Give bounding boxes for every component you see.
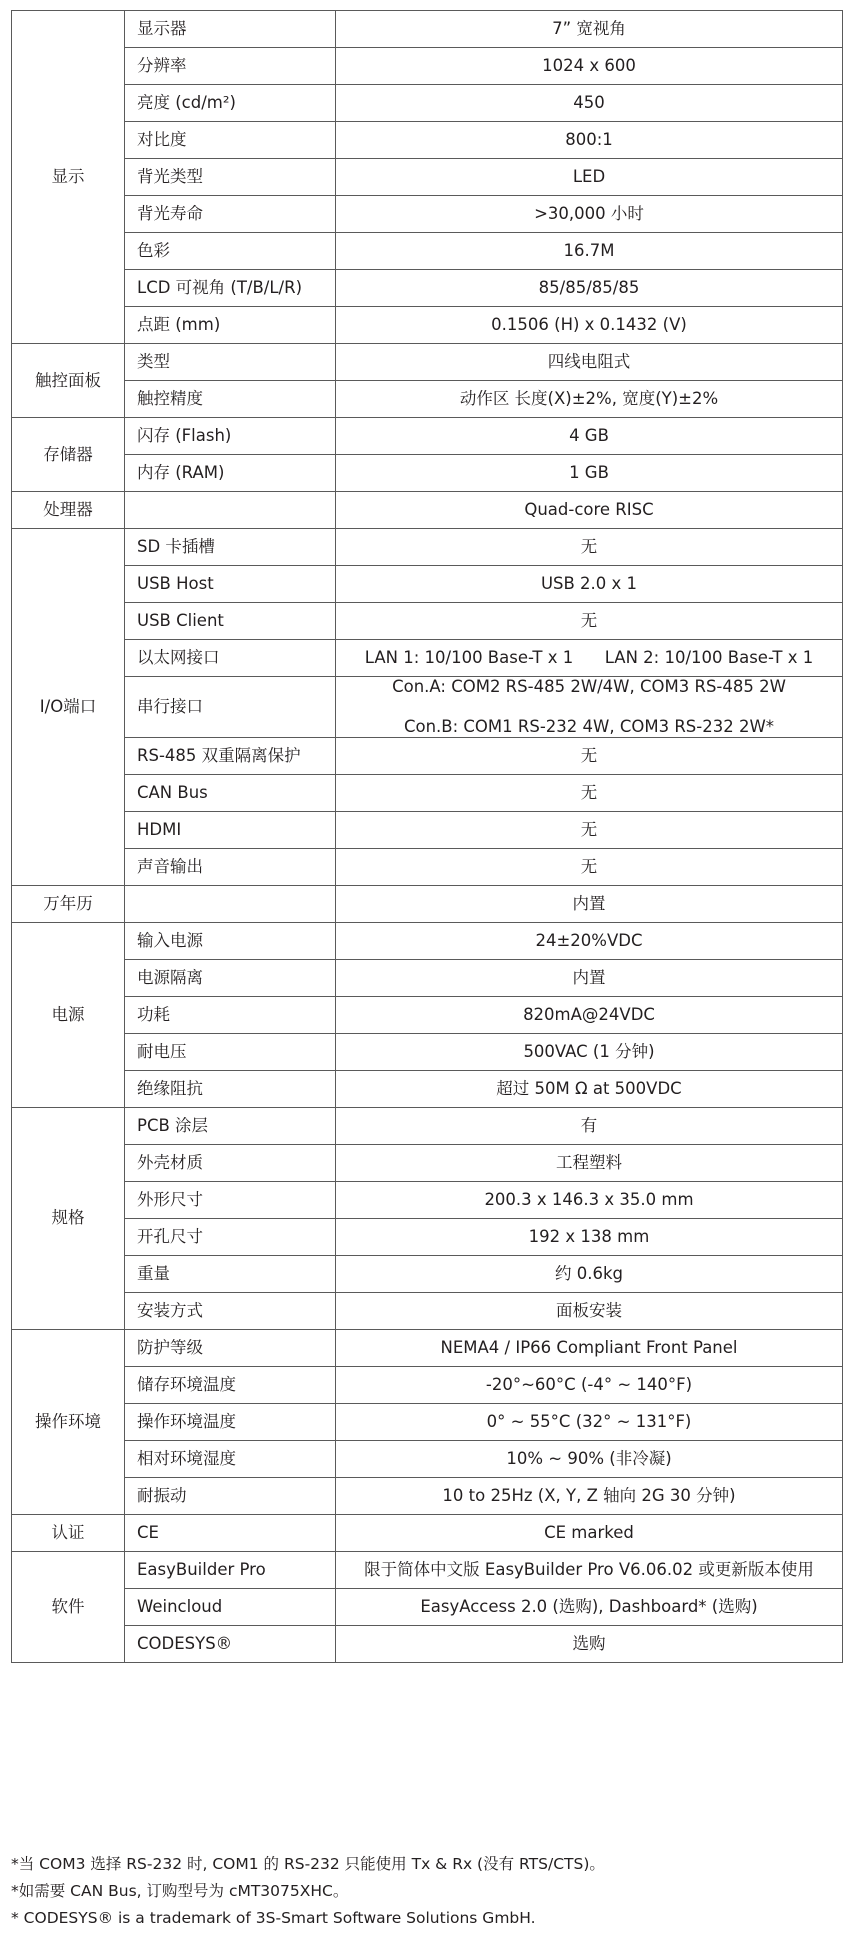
table-row	[12, 270, 843, 307]
table-row	[12, 233, 843, 270]
label-cell: 内存 (RAM)	[125, 455, 336, 492]
value-cell: 内置	[336, 885, 843, 922]
label-cell: 点距 (mm)	[125, 307, 336, 344]
table-row	[12, 455, 843, 492]
label-cell: LCD 可视角 (T/B/L/R)	[125, 270, 336, 307]
value-cell: 1 GB	[336, 455, 843, 492]
value-cell: 800:1	[336, 122, 843, 159]
label-cell: 色彩	[125, 233, 336, 270]
label-cell: 触控精度	[125, 381, 336, 418]
category-cell: 软件	[12, 1551, 125, 1662]
value-cell: 10 to 25Hz (X, Y, Z 轴向 2G 30 分钟)	[336, 1477, 843, 1514]
value-cell: EasyAccess 2.0 (选购), Dashboard* (选购)	[336, 1588, 843, 1625]
label-cell: 背光类型	[125, 159, 336, 196]
table-row	[12, 811, 843, 848]
label-cell: 外壳材质	[125, 1144, 336, 1181]
value-cell: 工程塑料	[336, 1144, 843, 1181]
label-cell: 类型	[125, 344, 336, 381]
table-row	[12, 1255, 843, 1292]
category-cell: 触控面板	[12, 344, 125, 418]
label-cell: CAN Bus	[125, 774, 336, 811]
value-cell: 限于简体中文版 EasyBuilder Pro V6.06.02 或更新版本使用	[336, 1551, 843, 1588]
value-cell	[336, 677, 843, 738]
table-row	[12, 196, 843, 233]
label-cell: 功耗	[125, 996, 336, 1033]
table-row	[12, 1440, 843, 1477]
value-cell: 面板安装	[336, 1292, 843, 1329]
value-cell: LED	[336, 159, 843, 196]
value-cell: Quad-core RISC	[336, 492, 843, 529]
label-cell: 声音输出	[125, 848, 336, 885]
table-row	[12, 1551, 843, 1588]
value-cell: 4 GB	[336, 418, 843, 455]
spec-table-body	[12, 11, 843, 1663]
label-cell: 操作环境温度	[125, 1403, 336, 1440]
value-cell: 无	[336, 774, 843, 811]
category-cell: 显示	[12, 11, 125, 344]
label-cell: PCB 涂层	[125, 1107, 336, 1144]
table-row	[12, 344, 843, 381]
label-cell: CE	[125, 1514, 336, 1551]
value-cell: 四线电阻式	[336, 344, 843, 381]
category-cell: 处理器	[12, 492, 125, 529]
value-cell: 无	[336, 848, 843, 885]
table-row	[12, 1477, 843, 1514]
table-row	[12, 1070, 843, 1107]
spec-table	[11, 10, 843, 1663]
footnote: * CODESYS® is a trademark of 3S-Smart Software Solutions GmbH.	[11, 1909, 536, 1927]
label-cell	[125, 492, 336, 529]
value-cell: 无	[336, 811, 843, 848]
value-cell: 动作区 长度(X)±2%, 宽度(Y)±2%	[336, 381, 843, 418]
table-row	[12, 959, 843, 996]
category-cell: 万年历	[12, 885, 125, 922]
label-cell: 耐振动	[125, 1477, 336, 1514]
label-cell: Weincloud	[125, 1588, 336, 1625]
label-cell: 对比度	[125, 122, 336, 159]
value-cell: 1024 x 600	[336, 48, 843, 85]
label-cell: 输入电源	[125, 922, 336, 959]
table-row	[12, 1514, 843, 1551]
label-cell: USB Client	[125, 603, 336, 640]
table-row	[12, 418, 843, 455]
table-row	[12, 1033, 843, 1070]
label-cell: 储存环境温度	[125, 1366, 336, 1403]
category-cell: 认证	[12, 1514, 125, 1551]
table-row	[12, 640, 843, 677]
table-row	[12, 492, 843, 529]
label-cell: CODESYS®	[125, 1625, 336, 1662]
label-cell: SD 卡插槽	[125, 529, 336, 566]
value-cell: 超过 50M Ω at 500VDC	[336, 1070, 843, 1107]
table-row	[12, 737, 843, 774]
table-row	[12, 922, 843, 959]
table-row	[12, 1144, 843, 1181]
label-cell: 耐电压	[125, 1033, 336, 1070]
label-cell: USB Host	[125, 566, 336, 603]
label-cell: 分辨率	[125, 48, 336, 85]
value-cell: >30,000 小时	[336, 196, 843, 233]
value-cell: 有	[336, 1107, 843, 1144]
table-row	[12, 885, 843, 922]
table-row	[12, 122, 843, 159]
label-cell: 外形尺寸	[125, 1181, 336, 1218]
table-row	[12, 1292, 843, 1329]
table-row	[12, 996, 843, 1033]
value-cell: 200.3 x 146.3 x 35.0 mm	[336, 1181, 843, 1218]
table-row	[12, 1181, 843, 1218]
value-cell: 85/85/85/85	[336, 270, 843, 307]
table-row	[12, 381, 843, 418]
table-row	[12, 307, 843, 344]
table-row	[12, 1218, 843, 1255]
value-cell: 约 0.6kg	[336, 1255, 843, 1292]
table-row	[12, 48, 843, 85]
label-cell: 电源隔离	[125, 959, 336, 996]
category-cell: I/O端口	[12, 529, 125, 886]
label-cell: 亮度 (cd/m²)	[125, 85, 336, 122]
label-cell: 安装方式	[125, 1292, 336, 1329]
value-cell: 450	[336, 85, 843, 122]
label-cell: 串行接口	[125, 677, 336, 738]
value-line: Con.B: COM1 RS-232 4W, COM3 RS-232 2W*	[403, 716, 775, 736]
value-cell: 7” 宽视角	[336, 11, 843, 48]
table-row	[12, 1366, 843, 1403]
table-row	[12, 566, 843, 603]
label-cell: 绝缘阻抗	[125, 1070, 336, 1107]
category-cell: 规格	[12, 1107, 125, 1329]
label-cell: 显示器	[125, 11, 336, 48]
category-cell: 电源	[12, 922, 125, 1107]
value-cell: 10% ~ 90% (非冷凝)	[336, 1440, 843, 1477]
label-cell: 闪存 (Flash)	[125, 418, 336, 455]
table-row	[12, 1329, 843, 1366]
table-row	[12, 1107, 843, 1144]
value-cell: 内置	[336, 959, 843, 996]
label-cell: 开孔尺寸	[125, 1218, 336, 1255]
label-cell: 相对环境湿度	[125, 1440, 336, 1477]
value-cell: 无	[336, 529, 843, 566]
label-cell: 以太网接口	[125, 640, 336, 677]
label-cell: HDMI	[125, 811, 336, 848]
value-cell: 无	[336, 737, 843, 774]
table-row	[12, 529, 843, 566]
label-cell: 背光寿命	[125, 196, 336, 233]
label-cell: RS-485 双重隔离保护	[125, 737, 336, 774]
value-cell: 选购	[336, 1625, 843, 1662]
table-row	[12, 11, 843, 48]
label-cell: 重量	[125, 1255, 336, 1292]
category-cell: 操作环境	[12, 1329, 125, 1514]
value-cell: 0.1506 (H) x 0.1432 (V)	[336, 307, 843, 344]
value-cell: USB 2.0 x 1	[336, 566, 843, 603]
label-cell: 防护等级	[125, 1329, 336, 1366]
footnotes	[11, 1851, 605, 1932]
label-cell: EasyBuilder Pro	[125, 1551, 336, 1588]
table-row	[12, 85, 843, 122]
value-cell: 500VAC (1 分钟)	[336, 1033, 843, 1070]
table-row	[12, 1588, 843, 1625]
value-cell: 820mA@24VDC	[336, 996, 843, 1033]
value-cell: 无	[336, 603, 843, 640]
table-row	[12, 677, 843, 738]
value-cell: 192 x 138 mm	[336, 1218, 843, 1255]
table-row	[12, 1403, 843, 1440]
table-row	[12, 848, 843, 885]
value-cell: 24±20%VDC	[336, 922, 843, 959]
value-cell: 0° ~ 55°C (32° ~ 131°F)	[336, 1403, 843, 1440]
value-cell: CE marked	[336, 1514, 843, 1551]
category-cell: 存储器	[12, 418, 125, 492]
table-row	[12, 159, 843, 196]
value-line: Con.A: COM2 RS-485 2W/4W, COM3 RS-485 2W	[392, 677, 786, 696]
table-row	[12, 1625, 843, 1662]
footnote: *当 COM3 选择 RS-232 时, COM1 的 RS-232 只能使用 Tx & Rx (没有 RTS/CTS)。	[11, 1855, 605, 1873]
value-cell: 16.7M	[336, 233, 843, 270]
footnote: *如需要 CAN Bus, 订购型号为 cMT3075XHC。	[11, 1882, 349, 1900]
value-cell: NEMA4 / IP66 Compliant Front Panel	[336, 1329, 843, 1366]
value-cell: -20°~60°C (-4° ~ 140°F)	[336, 1366, 843, 1403]
table-row	[12, 774, 843, 811]
table-row	[12, 603, 843, 640]
label-cell	[125, 885, 336, 922]
value-cell: LAN 1: 10/100 Base-T x 1 LAN 2: 10/100 Base-T x 1	[336, 640, 843, 677]
